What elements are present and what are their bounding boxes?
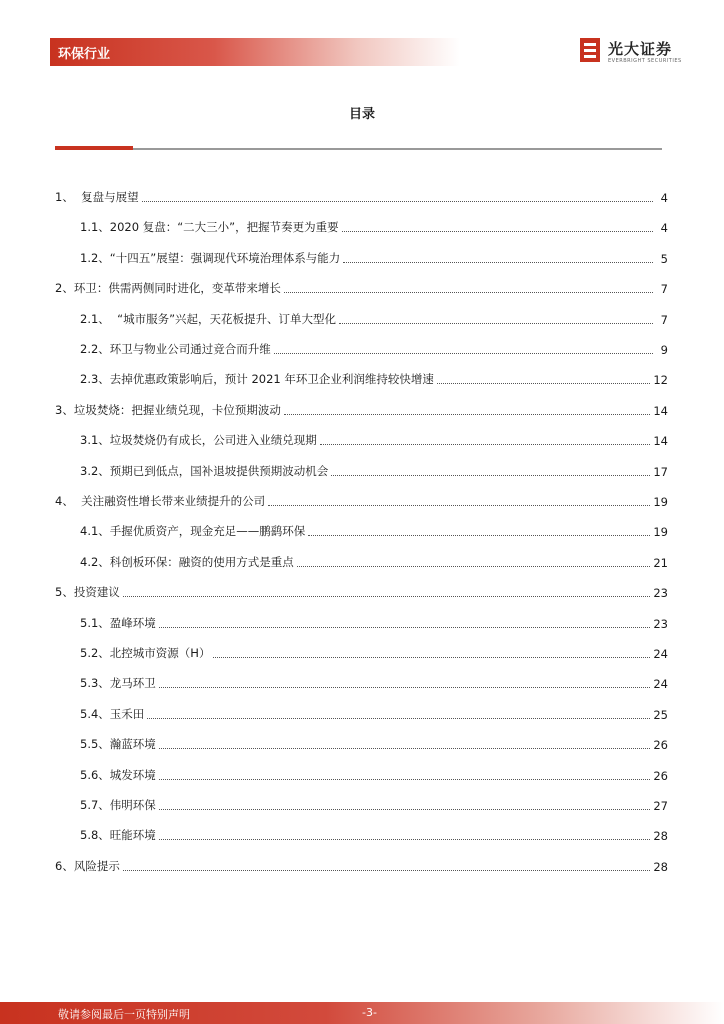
title-divider xyxy=(55,148,662,150)
toc-leader-dots xyxy=(331,474,650,476)
toc-entry-page: 19 xyxy=(653,525,668,539)
toc-entry[interactable] xyxy=(80,795,668,813)
toc-entry[interactable] xyxy=(80,643,668,661)
toc-entry[interactable] xyxy=(80,339,668,357)
toc-entry-title: 科创板环保：融资的使用方式是重点 xyxy=(109,555,294,569)
toc-entry-number: 2.2、 xyxy=(80,342,110,356)
toc-leader-dots xyxy=(274,352,653,354)
toc-leader-dots xyxy=(159,626,651,628)
page-title: 目录 xyxy=(348,107,375,122)
toc-entry[interactable] xyxy=(55,278,668,296)
toc-entry-title: 瀚蓝环境 xyxy=(109,737,156,751)
toc-entry-page: 19 xyxy=(653,495,668,509)
toc-leader-dots xyxy=(213,656,650,658)
toc-entry-number: 5.1、 xyxy=(80,616,110,630)
page-number: -3- xyxy=(362,1006,377,1019)
toc-entry[interactable] xyxy=(80,461,668,479)
logo-icon xyxy=(578,36,602,64)
toc-entry[interactable] xyxy=(80,704,668,722)
toc-entry[interactable] xyxy=(80,613,668,631)
toc-entry-page: 26 xyxy=(653,769,668,783)
toc-entry[interactable] xyxy=(80,673,668,691)
toc-leader-dots xyxy=(159,778,651,780)
toc-entry-title: 垃圾焚烧：把握业绩兑现，卡位预期波动 xyxy=(73,403,281,417)
logo-subtitle: EVERBRIGHT SECURITIES xyxy=(608,58,682,64)
toc-entry-page: 24 xyxy=(653,677,668,691)
toc-leader-dots xyxy=(308,534,650,536)
toc-leader-dots xyxy=(342,230,653,232)
toc-entry-title: 手握优质资产，现金充足——鹏鹞环保 xyxy=(109,524,306,538)
toc-leader-dots xyxy=(297,565,651,567)
logo-name: 光大证券 xyxy=(608,40,673,58)
company-logo xyxy=(578,36,698,68)
toc-entry-page: 25 xyxy=(653,708,668,722)
toc-entry-title: 环卫与物业公司通过竞合而升维 xyxy=(109,342,271,356)
toc-entry-title: 风险提示 xyxy=(73,859,120,873)
toc-entry[interactable] xyxy=(80,765,668,783)
toc-entry-number: 1.2、 xyxy=(80,251,110,265)
toc-leader-dots xyxy=(284,413,651,415)
sector-label: 环保行业 xyxy=(58,47,111,62)
toc-leader-dots xyxy=(284,291,653,293)
toc-entry-number: 2、 xyxy=(55,281,74,295)
toc-entry-title: 投资建议 xyxy=(73,585,120,599)
footer-band xyxy=(0,1002,724,1024)
toc-entry-page: 4 xyxy=(660,191,668,205)
toc-leader-dots xyxy=(123,869,651,871)
toc-entry[interactable] xyxy=(80,734,668,752)
toc-leader-dots xyxy=(147,717,650,719)
toc-entry-page: 28 xyxy=(653,829,668,843)
toc-entry-number: 4.1、 xyxy=(80,524,110,538)
toc-entry-title: 预期已到低点，国补退坡提供预期波动机会 xyxy=(109,464,329,478)
toc-entry-number: 5.5、 xyxy=(80,737,110,751)
toc-entry[interactable] xyxy=(80,552,668,570)
title-divider-accent xyxy=(55,146,133,150)
toc-entry-page: 14 xyxy=(653,434,668,448)
toc-leader-dots xyxy=(159,838,651,840)
toc-leader-dots xyxy=(159,747,651,749)
toc-entry-title: 龙马环卫 xyxy=(109,676,156,690)
toc-entry[interactable] xyxy=(55,856,668,874)
toc-leader-dots xyxy=(142,200,653,202)
toc-entry[interactable] xyxy=(55,491,668,509)
toc-entry[interactable] xyxy=(80,369,668,387)
toc-entry-title: 城发环境 xyxy=(109,768,156,782)
toc-entry-page: 28 xyxy=(653,860,668,874)
toc-entry-number: 1.1、 xyxy=(80,220,110,234)
toc-entry-title: 2020 复盘：“二大三小”，把握节奏更为重要 xyxy=(109,220,339,234)
toc-entry-title: 垃圾焚烧仍有成长，公司进入业绩兑现期 xyxy=(109,433,317,447)
toc-entry[interactable] xyxy=(80,217,668,235)
toc-leader-dots xyxy=(343,261,653,263)
toc-entry[interactable] xyxy=(55,187,668,205)
toc-leader-dots xyxy=(268,504,650,506)
toc-entry-number: 2.1、 xyxy=(80,312,118,326)
toc-entry[interactable] xyxy=(80,309,668,327)
toc-entry-page: 27 xyxy=(653,799,668,813)
toc-entry-page: 21 xyxy=(653,556,668,570)
toc-entry-title: 复盘与展望 xyxy=(81,190,139,204)
toc-leader-dots xyxy=(123,595,651,597)
toc-entry-title: 旺能环境 xyxy=(109,828,156,842)
toc-entry-page: 4 xyxy=(660,221,668,235)
toc-entry-page: 26 xyxy=(653,738,668,752)
toc-entry-number: 3.1、 xyxy=(80,433,110,447)
toc-entry[interactable] xyxy=(55,582,668,600)
toc-entry-number: 5.2、 xyxy=(80,646,110,660)
disclaimer-note: 敬请参阅最后一页特别声明 xyxy=(58,1008,190,1021)
toc-entry-title: 去掉优惠政策影响后，预计 2021 年环卫企业利润维持较快增速 xyxy=(109,372,434,386)
toc-entry[interactable] xyxy=(55,400,668,418)
toc-entry-page: 24 xyxy=(653,647,668,661)
header-band xyxy=(50,38,460,66)
toc-entry-title: “十四五”展望：强调现代环境治理体系与能力 xyxy=(109,251,341,265)
toc-entry-number: 1、 xyxy=(55,190,82,204)
toc-entry[interactable] xyxy=(80,825,668,843)
toc-entry-number: 5.8、 xyxy=(80,828,110,842)
toc-leader-dots xyxy=(159,686,651,688)
toc-entry-page: 5 xyxy=(660,252,668,266)
toc-entry-page: 7 xyxy=(660,282,668,296)
toc-entry-number: 5.7、 xyxy=(80,798,110,812)
toc-entry-page: 14 xyxy=(653,404,668,418)
toc-entry[interactable] xyxy=(80,521,668,539)
toc-entry-page: 23 xyxy=(653,617,668,631)
toc-entry-title: 盈峰环境 xyxy=(109,616,156,630)
toc-entry-page: 17 xyxy=(653,465,668,479)
toc-entry-title: 北控城市资源（H） xyxy=(109,646,211,660)
toc-entry[interactable] xyxy=(80,430,668,448)
toc-entry-page: 7 xyxy=(660,313,668,327)
toc-entry-page: 23 xyxy=(653,586,668,600)
toc-leader-dots xyxy=(339,322,653,324)
toc-entry-number: 2.3、 xyxy=(80,372,110,386)
toc-entry-page: 9 xyxy=(660,343,668,357)
toc-leader-dots xyxy=(437,382,650,384)
toc-entry-number: 4.2、 xyxy=(80,555,110,569)
toc-entry-title: 玉禾田 xyxy=(109,707,145,721)
toc-entry-number: 6、 xyxy=(55,859,74,873)
toc-entry-number: 5.3、 xyxy=(80,676,110,690)
toc-entry-number: 3.2、 xyxy=(80,464,110,478)
toc-entry-page: 12 xyxy=(653,373,668,387)
toc-entry-title: 关注融资性增长带来业绩提升的公司 xyxy=(81,494,266,508)
toc-entry[interactable] xyxy=(80,248,668,266)
toc-entry-number: 3、 xyxy=(55,403,74,417)
toc-leader-dots xyxy=(159,808,651,810)
toc-entry-number: 5.6、 xyxy=(80,768,110,782)
toc-leader-dots xyxy=(320,443,651,445)
toc-entry-number: 5.4、 xyxy=(80,707,110,721)
toc-entry-title: 环卫：供需两侧同时进化，变革带来增长 xyxy=(73,281,281,295)
toc-entry-number: 4、 xyxy=(55,494,82,508)
toc-entry-title: “城市服务”兴起，天花板提升、订单大型化 xyxy=(117,312,337,326)
toc-entry-title: 伟明环保 xyxy=(109,798,156,812)
toc-entry-number: 5、 xyxy=(55,585,74,599)
